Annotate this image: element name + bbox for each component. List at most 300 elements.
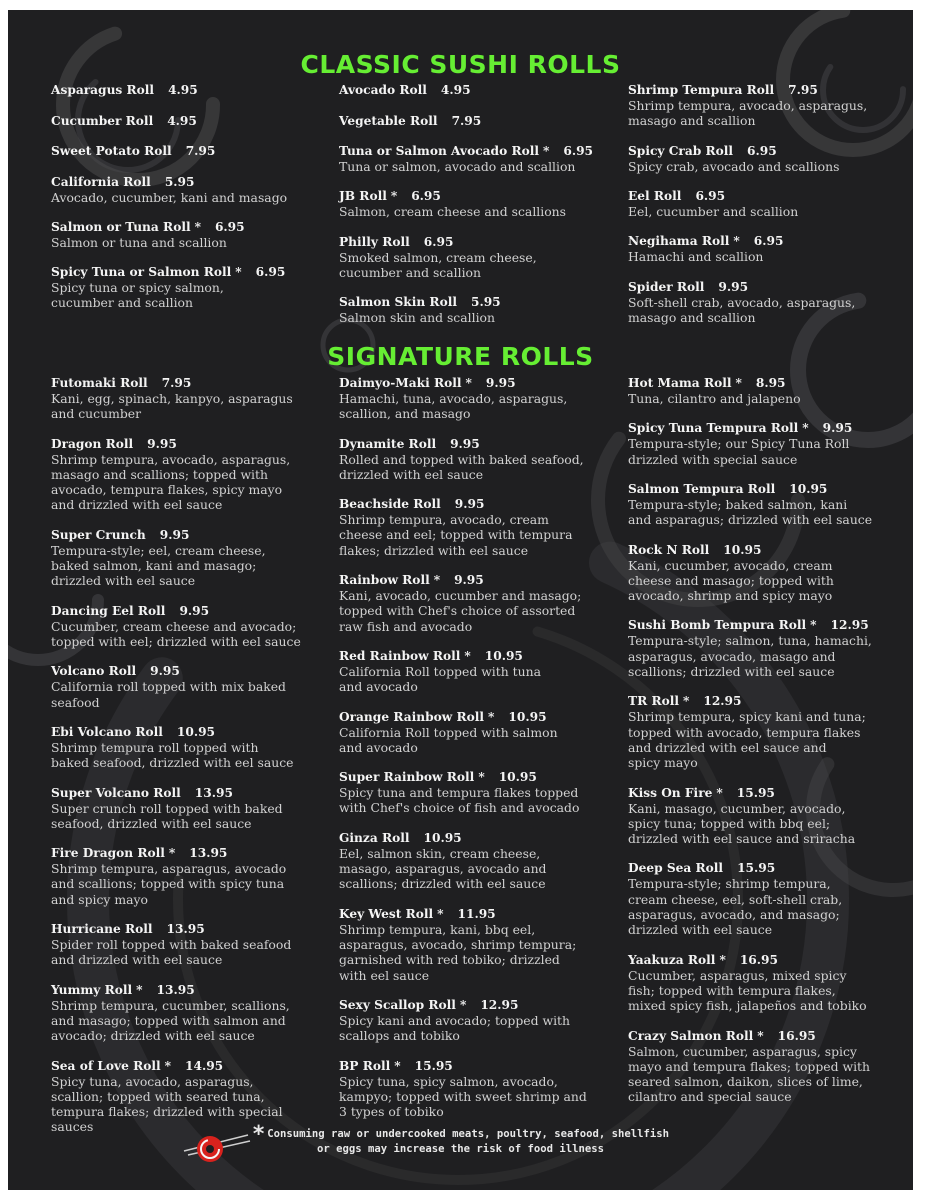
item-description-line: Hamachi and scallion bbox=[628, 249, 764, 265]
item-heading bbox=[51, 725, 319, 740]
item-price: 12.95 bbox=[703, 694, 742, 709]
item-description-line: cream cheese, eel, soft-shell crab, bbox=[628, 891, 843, 907]
item-description-line: drizzled with eel sauce bbox=[51, 573, 196, 589]
item-description-line: Spicy tuna, avocado, asparagus, bbox=[51, 1073, 254, 1089]
raw-warning-asterisk: * bbox=[437, 906, 444, 921]
menu-item bbox=[51, 846, 319, 907]
item-description-line: asparagus, avocado, and masago; bbox=[628, 906, 840, 922]
item-price: 9.95 bbox=[454, 497, 485, 512]
item-name: Yummy Roll bbox=[51, 982, 133, 997]
item-description-line: Shrimp tempura, cucumber, scallions, bbox=[51, 997, 290, 1013]
menu-item bbox=[51, 220, 319, 250]
item-name: Spicy Crab Roll bbox=[628, 143, 733, 158]
item-heading bbox=[51, 846, 319, 861]
menu-item bbox=[339, 573, 607, 634]
item-price: 10.95 bbox=[498, 770, 537, 785]
item-price: 6.95 bbox=[255, 265, 286, 280]
item-heading bbox=[628, 83, 896, 98]
item-description-line: 3 types of tobiko bbox=[339, 1104, 444, 1120]
item-heading bbox=[628, 189, 896, 204]
item-price: 15.95 bbox=[737, 861, 776, 876]
item-heading bbox=[339, 710, 607, 725]
item-name: Salmon or Tuna Roll bbox=[51, 219, 191, 234]
item-name: Key West Roll bbox=[339, 906, 434, 921]
raw-warning-asterisk: * bbox=[433, 573, 441, 588]
item-description-line: Hamachi, tuna, avocado, asparagus, bbox=[339, 391, 568, 406]
item-heading bbox=[51, 220, 319, 235]
menu-item bbox=[628, 482, 896, 528]
item-heading bbox=[51, 376, 319, 391]
item-price: 7.95 bbox=[451, 113, 482, 128]
item-heading bbox=[339, 295, 607, 310]
item-description-line: and spicy mayo bbox=[51, 891, 148, 907]
item-description-line: California Roll topped with tuna bbox=[339, 664, 541, 679]
item-price: 9.95 bbox=[147, 436, 177, 451]
item-heading bbox=[51, 528, 319, 543]
menu-item bbox=[51, 83, 319, 98]
item-heading bbox=[628, 1029, 896, 1044]
item-description-line: and drizzled with eel sauce bbox=[51, 952, 223, 968]
menu-item bbox=[628, 543, 896, 604]
item-description-line: avocado, shrimp and spicy mayo bbox=[628, 588, 833, 604]
item-description-line: Eel, salmon skin, cream cheese, bbox=[339, 845, 541, 861]
item-price: 9.95 bbox=[450, 436, 480, 451]
item-heading bbox=[628, 694, 896, 709]
raw-warning-asterisk: * bbox=[465, 376, 472, 390]
item-heading bbox=[339, 83, 607, 98]
item-description-line: scallions; drizzled with eel sauce bbox=[339, 876, 546, 892]
item-price: 9.95 bbox=[822, 421, 853, 436]
item-description-line: seafood, drizzled with eel sauce bbox=[51, 815, 252, 831]
item-description-line: flakes; drizzled with eel sauce bbox=[339, 542, 529, 558]
item-price: 14.95 bbox=[184, 1058, 224, 1073]
item-price: 13.95 bbox=[189, 846, 228, 861]
menu-item bbox=[339, 998, 607, 1044]
item-description-line: avocado; drizzled with eel sauce bbox=[51, 1028, 255, 1044]
raw-warning-asterisk: * bbox=[810, 618, 817, 633]
item-description-line: kampyo; topped with sweet shrimp and bbox=[339, 1088, 587, 1104]
item-description-line: and scallions; topped with spicy tuna bbox=[51, 876, 285, 892]
item-description-line: California roll topped with mix baked bbox=[51, 679, 286, 695]
item-name: Sexy Scallop Roll bbox=[339, 997, 456, 1012]
menu-item bbox=[628, 786, 896, 847]
menu-page bbox=[8, 10, 913, 1190]
item-description-line: topped with avocado, tempura flakes bbox=[628, 724, 861, 740]
item-price: 9.95 bbox=[718, 279, 749, 294]
item-name: Crazy Salmon Roll bbox=[628, 1028, 754, 1043]
item-price: 16.95 bbox=[777, 1028, 816, 1043]
menu-item bbox=[51, 725, 319, 771]
item-description-line: fish; topped with tempura flakes, bbox=[628, 982, 836, 998]
menu-item bbox=[628, 953, 896, 1014]
item-name: Shrimp Tempura Roll bbox=[628, 83, 775, 97]
item-description-line: Salmon, cream cheese and scallions bbox=[339, 204, 567, 220]
item-price: 6.95 bbox=[753, 234, 784, 249]
item-price: 15.95 bbox=[414, 1058, 453, 1073]
classic-rolls-title: CLASSIC SUSHI ROLLS bbox=[300, 50, 621, 79]
item-description-line: mayo and tempura flakes; topped with bbox=[628, 1058, 870, 1074]
menu-item bbox=[339, 710, 607, 756]
menu-item bbox=[339, 831, 607, 892]
item-price: 6.95 bbox=[563, 144, 594, 158]
item-description-line: drizzled with eel sauce bbox=[628, 922, 773, 938]
item-name: Orange Rainbow Roll bbox=[339, 709, 485, 724]
item-name: Beachside Roll bbox=[339, 497, 441, 512]
menu-item bbox=[51, 664, 319, 710]
item-name: Negihama Roll bbox=[628, 234, 730, 249]
item-price: 4.95 bbox=[168, 83, 198, 97]
item-description-line: with eel sauce bbox=[339, 967, 430, 983]
item-name: Dragon Roll bbox=[51, 436, 134, 451]
item-description-line: topped with eel; drizzled with eel sauce bbox=[51, 633, 301, 649]
item-price: 7.95 bbox=[788, 83, 818, 97]
item-description-line: Cucumber, cream cheese and avocado; bbox=[51, 618, 297, 634]
item-description-line: Kani, egg, spinach, kanpyo, asparagus bbox=[51, 391, 293, 406]
item-heading bbox=[51, 265, 319, 280]
item-description-line: mixed spicy fish, jalapeños and tobiko bbox=[628, 998, 867, 1014]
item-description-line: Spider roll topped with baked seafood bbox=[51, 937, 292, 952]
menu-item bbox=[51, 175, 319, 205]
item-name: JB Roll bbox=[339, 189, 387, 204]
raw-warning-asterisk: * bbox=[682, 694, 690, 709]
item-description-line: Kani, masago, cucumber, avocado, bbox=[628, 800, 846, 816]
menu-item bbox=[339, 1059, 607, 1120]
item-description-line: masago and scallion bbox=[628, 309, 756, 325]
item-heading bbox=[628, 234, 896, 249]
item-heading bbox=[51, 664, 319, 679]
item-heading bbox=[51, 83, 319, 98]
raw-warning-asterisk: * bbox=[719, 952, 726, 967]
item-heading bbox=[339, 235, 607, 250]
item-name: TR Roll bbox=[628, 694, 679, 709]
item-price: 13.95 bbox=[166, 922, 205, 936]
item-name: Super Volcano Roll bbox=[51, 785, 181, 800]
item-heading bbox=[339, 907, 607, 922]
item-description-line: and avocado bbox=[339, 739, 418, 755]
item-description-line: Shrimp tempura, asparagus, avocado bbox=[51, 861, 287, 877]
item-description-line: scallions; drizzled with eel sauce bbox=[628, 663, 835, 679]
item-description-line: Tempura-style; our Spicy Tuna Roll bbox=[628, 436, 850, 452]
item-description-line: and drizzled with eel sauce bbox=[51, 497, 223, 513]
raw-warning-asterisk: * bbox=[168, 846, 176, 861]
item-name: Kiss On Fire bbox=[628, 785, 713, 800]
footnote-line-1: Consuming raw or undercooked meats, poultry, seafood, shellfish bbox=[267, 1128, 670, 1140]
menu-item bbox=[339, 437, 607, 483]
item-heading bbox=[51, 114, 319, 129]
item-name: Dynamite Roll bbox=[339, 436, 437, 451]
item-description-line: Tuna or salmon, avocado and scallion bbox=[339, 159, 576, 174]
item-name: Super Crunch bbox=[51, 527, 146, 542]
item-description-line: baked salmon, kani and masago; bbox=[51, 558, 257, 574]
item-description-line: baked seafood, drizzled with eel sauce bbox=[51, 755, 294, 771]
item-price: 6.95 bbox=[411, 189, 441, 204]
menu-item bbox=[339, 295, 607, 325]
menu-item bbox=[339, 189, 607, 219]
menu-item bbox=[628, 376, 896, 406]
footnote-asterisk: * bbox=[251, 1122, 266, 1147]
item-name: Yaakuza Roll bbox=[628, 952, 716, 967]
item-price: 5.95 bbox=[164, 174, 195, 189]
menu-item bbox=[51, 437, 319, 513]
item-price: 13.95 bbox=[156, 982, 195, 997]
menu-item bbox=[628, 189, 896, 219]
item-heading bbox=[339, 831, 607, 846]
item-description-line: Soft-shell crab, avocado, asparagus, bbox=[628, 294, 856, 310]
item-description-line: Rolled and topped with baked seafood, bbox=[339, 451, 584, 467]
item-description-line: and drizzled with eel sauce and bbox=[628, 739, 827, 755]
item-description-line: and asparagus; drizzled with eel sauce bbox=[628, 512, 873, 528]
item-description-line: Shrimp tempura roll topped with bbox=[51, 739, 259, 755]
item-heading bbox=[628, 618, 896, 633]
item-price: 9.95 bbox=[179, 603, 210, 618]
item-heading bbox=[51, 1059, 319, 1074]
item-description-line: Shrimp tempura, avocado, asparagus, bbox=[51, 451, 291, 467]
raw-warning-asterisk: * bbox=[394, 1058, 401, 1073]
item-description-line: Eel, cucumber and scallion bbox=[628, 203, 799, 219]
item-price: 12.95 bbox=[480, 997, 519, 1012]
item-name: California Roll bbox=[51, 174, 151, 189]
item-name: Volcano Roll bbox=[51, 664, 137, 679]
raw-warning-asterisk: * bbox=[733, 234, 740, 249]
item-price: 10.95 bbox=[723, 542, 762, 557]
item-description-line: spicy mayo bbox=[628, 755, 698, 771]
item-heading bbox=[628, 144, 896, 159]
item-name: Spider Roll bbox=[628, 279, 705, 294]
item-description-line: Tuna, cilantro and jalapeno bbox=[628, 391, 801, 406]
item-name: Vegetable Roll bbox=[339, 113, 438, 128]
menu-item bbox=[628, 83, 896, 129]
item-price: 11.95 bbox=[457, 906, 496, 921]
item-description-line: scallion; topped with seared tuna, bbox=[51, 1088, 265, 1104]
item-heading bbox=[339, 1059, 607, 1074]
item-name: Sushi Bomb Tempura Roll bbox=[628, 618, 807, 633]
menu-item bbox=[339, 235, 607, 281]
item-price: 10.95 bbox=[484, 649, 523, 663]
item-heading bbox=[339, 998, 607, 1013]
item-price: 9.95 bbox=[485, 376, 516, 390]
item-name: Sweet Potato Roll bbox=[51, 144, 172, 158]
menu-item bbox=[51, 1059, 319, 1135]
raw-warning-asterisk: * bbox=[136, 982, 143, 997]
raw-warning-asterisk: * bbox=[542, 144, 550, 158]
item-description-line: Tempura-style; salmon, tuna, hamachi, bbox=[628, 633, 872, 649]
footnote-line-2: or eggs may increase the risk of food illness bbox=[316, 1143, 604, 1155]
item-description-line: and cucumber bbox=[51, 406, 142, 422]
item-price: 13.95 bbox=[194, 785, 233, 800]
item-name: Futomaki Roll bbox=[51, 376, 148, 390]
item-description-line: raw fish and avocado bbox=[339, 618, 473, 634]
item-description-line: Salmon skin and scallion bbox=[339, 310, 495, 326]
item-description-line: Spicy tuna or spicy salmon, bbox=[51, 280, 224, 296]
item-description-line: Shrimp tempura, avocado, cream bbox=[339, 512, 549, 528]
item-heading bbox=[339, 376, 607, 391]
item-description-line: Spicy tuna, spicy salmon, avocado, bbox=[339, 1073, 558, 1089]
item-heading bbox=[51, 922, 319, 937]
menu-item bbox=[628, 421, 896, 467]
item-name: Rainbow Roll bbox=[339, 573, 430, 588]
item-description-line: Tempura-style; baked salmon, kani bbox=[628, 496, 848, 512]
item-heading bbox=[339, 573, 607, 588]
raw-warning-asterisk: * bbox=[459, 997, 467, 1012]
item-heading bbox=[51, 983, 319, 998]
item-price: 10.95 bbox=[423, 830, 462, 845]
menu-item bbox=[51, 144, 319, 159]
item-description-line: Smoked salmon, cream cheese, bbox=[339, 249, 537, 265]
item-description-line: Super crunch roll topped with baked bbox=[51, 800, 283, 816]
item-description-line: scallion, and masago bbox=[339, 406, 471, 422]
item-name: Cucumber Roll bbox=[51, 113, 154, 128]
item-description-line: cucumber and scallion bbox=[339, 264, 481, 280]
menu-item bbox=[628, 618, 896, 679]
menu-item bbox=[51, 114, 319, 129]
item-price: 8.95 bbox=[755, 376, 786, 390]
item-description-line: and masago; topped with salmon and bbox=[51, 1012, 286, 1028]
menu-item bbox=[339, 649, 607, 695]
item-name: Fire Dragon Roll bbox=[51, 846, 165, 861]
menu-item bbox=[339, 83, 607, 98]
item-price: 7.95 bbox=[185, 144, 216, 158]
item-name: Red Rainbow Roll bbox=[339, 649, 461, 663]
item-price: 6.95 bbox=[695, 188, 726, 203]
menu-item bbox=[628, 144, 896, 174]
item-heading bbox=[628, 543, 896, 558]
item-name: Hot Mama Roll bbox=[628, 376, 732, 390]
menu-item bbox=[628, 280, 896, 326]
item-heading bbox=[339, 437, 607, 452]
item-description-line: Shrimp tempura, avocado, asparagus, bbox=[628, 98, 868, 113]
item-description-line: asparagus, avocado, shrimp tempura; bbox=[339, 936, 577, 952]
item-heading bbox=[339, 144, 607, 159]
item-description-line: Cucumber, asparagus, mixed spicy bbox=[628, 967, 847, 983]
item-name: Super Rainbow Roll bbox=[339, 770, 475, 785]
raw-warning-asterisk: * bbox=[716, 785, 723, 800]
item-name: Asparagus Roll bbox=[51, 83, 155, 97]
item-heading bbox=[51, 786, 319, 801]
menu-item bbox=[628, 694, 896, 770]
item-price: 6.95 bbox=[423, 234, 454, 249]
item-description-line: Spicy kani and avocado; topped with bbox=[339, 1012, 570, 1028]
raw-warning-asterisk: * bbox=[464, 649, 471, 663]
item-description-line: drizzled with eel sauce bbox=[339, 466, 484, 482]
item-price: 5.95 bbox=[470, 295, 501, 310]
item-description-line: Spicy crab, avocado and scallions bbox=[628, 158, 840, 174]
menu-item bbox=[51, 983, 319, 1044]
item-description-line: garnished with red tobiko; drizzled bbox=[339, 952, 560, 968]
item-description-line: spicy tuna; topped with bbq eel; bbox=[628, 815, 831, 831]
raw-warning-asterisk: * bbox=[488, 709, 495, 724]
item-name: Deep Sea Roll bbox=[628, 861, 724, 876]
item-description-line: Kani, avocado, cucumber and masago; bbox=[339, 588, 582, 604]
item-name: BP Roll bbox=[339, 1058, 391, 1073]
menu-item bbox=[339, 144, 607, 174]
item-name: Ginza Roll bbox=[339, 830, 410, 845]
item-heading bbox=[628, 786, 896, 801]
item-price: 4.95 bbox=[440, 83, 471, 97]
item-price: 6.95 bbox=[214, 219, 245, 234]
item-description-line: masago and scallions; topped with bbox=[51, 466, 268, 482]
item-name: Sea of Love Roll bbox=[51, 1058, 161, 1073]
item-price: 6.95 bbox=[747, 143, 777, 158]
item-price: 15.95 bbox=[736, 785, 775, 800]
item-heading bbox=[339, 189, 607, 204]
item-name: Ebi Volcano Roll bbox=[51, 724, 163, 739]
menu-item bbox=[628, 1029, 896, 1105]
item-price: 4.95 bbox=[167, 113, 197, 128]
item-description-line: Shrimp tempura, kani, bbq eel, bbox=[339, 921, 536, 937]
menu-item bbox=[51, 922, 319, 968]
item-description-line: cheese and masago; topped with bbox=[628, 572, 834, 588]
item-heading bbox=[51, 604, 319, 619]
item-price: 9.95 bbox=[150, 664, 180, 679]
item-name: Dancing Eel Roll bbox=[51, 603, 166, 618]
item-description-line: drizzled with eel sauce and sriracha bbox=[628, 831, 856, 847]
item-description-line: California Roll topped with salmon bbox=[339, 724, 558, 740]
item-description-line: Shrimp tempura, spicy kani and tuna; bbox=[628, 709, 866, 725]
item-price: 10.95 bbox=[789, 481, 828, 496]
menu-item bbox=[339, 114, 607, 129]
item-name: Tuna or Salmon Avocado Roll bbox=[339, 144, 539, 158]
item-description-line: and avocado bbox=[339, 679, 418, 695]
menu-item bbox=[51, 604, 319, 650]
raw-warning-asterisk: * bbox=[164, 1058, 171, 1073]
item-description-line: with Chef's choice of fish and avocado bbox=[339, 800, 580, 816]
item-description-line: Salmon, cucumber, asparagus, spicy bbox=[628, 1043, 857, 1059]
item-heading bbox=[51, 175, 319, 190]
item-description-line: Tempura-style; shrimp tempura, bbox=[628, 876, 831, 892]
item-heading bbox=[339, 649, 607, 664]
item-description-line: Kani, cucumber, avocado, cream bbox=[628, 557, 833, 573]
menu-item bbox=[339, 907, 607, 983]
menu-item bbox=[339, 770, 607, 816]
item-description-line: seafood bbox=[51, 694, 100, 710]
item-price: 16.95 bbox=[739, 952, 778, 967]
item-description-line: cheese and eel; topped with tempura bbox=[339, 527, 573, 543]
menu-item bbox=[51, 376, 319, 422]
item-price: 7.95 bbox=[161, 376, 192, 390]
item-heading bbox=[51, 144, 319, 159]
item-description-line: asparagus, avocado, masago and bbox=[628, 648, 836, 664]
raw-warning-asterisk: * bbox=[194, 219, 201, 234]
item-heading bbox=[628, 421, 896, 436]
item-description-line: masago, asparagus, avocado and bbox=[339, 861, 547, 877]
menu-item bbox=[339, 497, 607, 558]
item-description-line: topped with Chef's choice of assorted bbox=[339, 603, 576, 619]
item-description-line: sauces bbox=[51, 1119, 94, 1135]
item-heading bbox=[628, 280, 896, 295]
item-heading bbox=[628, 861, 896, 876]
item-heading bbox=[339, 770, 607, 785]
item-price: 10.95 bbox=[176, 724, 216, 739]
item-price: 9.95 bbox=[454, 573, 484, 588]
menu-item bbox=[51, 528, 319, 589]
item-description-line: seared salmon, daikon, slices of lime, bbox=[628, 1074, 863, 1090]
menu-item bbox=[339, 376, 607, 422]
raw-warning-asterisk: * bbox=[478, 770, 485, 785]
item-description-line: avocado, tempura flakes, spicy mayo bbox=[51, 482, 283, 498]
item-name: Avocado Roll bbox=[339, 83, 427, 97]
item-name: Rock N Roll bbox=[628, 542, 710, 557]
menu-item bbox=[51, 265, 319, 311]
item-description-line: Salmon or tuna and scallion bbox=[51, 234, 227, 250]
item-description-line: tempura flakes; drizzled with special bbox=[51, 1104, 283, 1120]
item-description-line: masago and scallion bbox=[628, 113, 756, 129]
raw-warning-asterisk: * bbox=[390, 189, 398, 204]
raw-warning-asterisk: * bbox=[802, 421, 809, 436]
item-name: Spicy Tuna or Salmon Roll bbox=[51, 265, 232, 280]
item-description-line: Tempura-style; eel, cream cheese, bbox=[51, 542, 266, 558]
item-heading bbox=[339, 114, 607, 129]
item-price: 12.95 bbox=[830, 618, 869, 633]
